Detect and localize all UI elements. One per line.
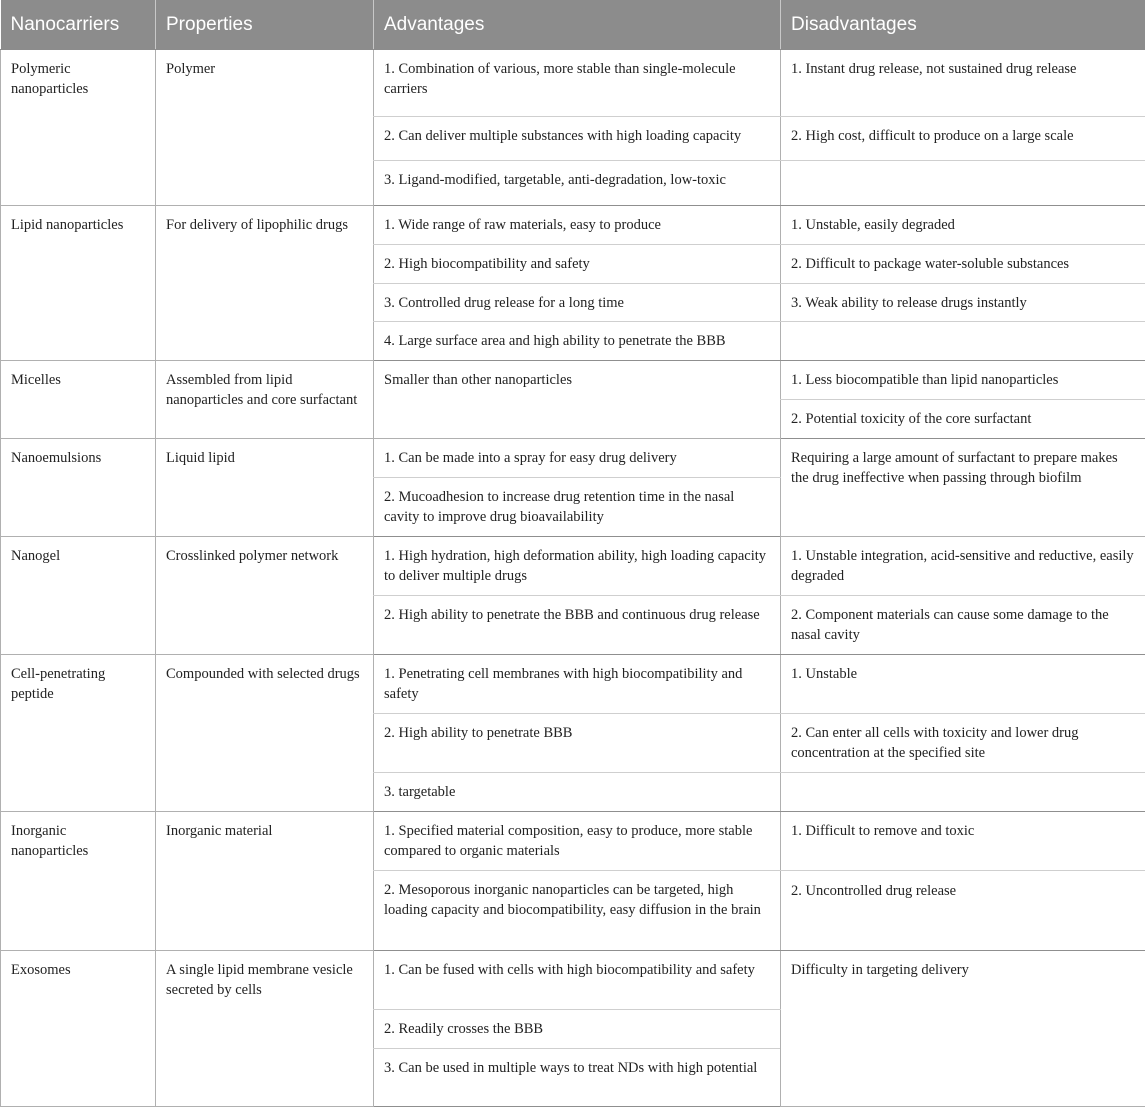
properties-cell: Polymer (156, 50, 374, 206)
disadvantage-cell: 2. Component materials can cause some damage to the nasal cavity (781, 596, 1145, 655)
properties-cell: Assembled from lipid nanoparticles and core surfactant (156, 361, 374, 439)
properties-cell: Inorganic material (156, 812, 374, 951)
disadvantage-cell: 2. Uncontrolled drug release (781, 871, 1145, 951)
advantage-cell: 2. High biocompatibility and safety (374, 245, 781, 284)
table-row (1, 439, 1145, 478)
advantage-cell: 1. Wide range of raw materials, easy to produce (374, 206, 781, 245)
advantage-cell: 2. Mucoadhesion to increase drug retention time in the nasal cavity to improve drug bioavailability (374, 478, 781, 537)
advantage-cell: 2. High ability to penetrate BBB (374, 714, 781, 773)
nanocarrier-cell: Nanogel (1, 537, 156, 655)
nanocarrier-cell: Cell-penetrating peptide (1, 655, 156, 812)
disadvantage-cell: 2. Potential toxicity of the core surfactant (781, 400, 1145, 439)
disadvantage-cell: 2. High cost, difficult to produce on a large scale (781, 116, 1145, 161)
advantage-cell: 1. High hydration, high deformation ability, high loading capacity to deliver multiple drugs (374, 537, 781, 596)
disadvantage-cell-empty (781, 773, 1145, 812)
header-nanocarriers: Nanocarriers (1, 0, 156, 50)
advantage-cell: 4. Large surface area and high ability to penetrate the BBB (374, 322, 781, 361)
header-row (1, 0, 1145, 50)
disadvantage-cell-empty (781, 322, 1145, 361)
properties-cell: Liquid lipid (156, 439, 374, 537)
nanocarrier-cell: Exosomes (1, 951, 156, 1107)
disadvantage-cell-empty (781, 161, 1145, 206)
advantage-cell: 2. Mesoporous inorganic nanoparticles can be targeted, high loading capacity and biocompatibility, easy diffusion in the brain (374, 871, 781, 951)
table-row (1, 206, 1145, 245)
properties-cell: For delivery of lipophilic drugs (156, 206, 374, 361)
advantage-cell: 1. Specified material composition, easy to produce, more stable compared to organic materials (374, 812, 781, 871)
advantage-cell: 1. Can be fused with cells with high biocompatibility and safety (374, 951, 781, 1010)
table-row (1, 537, 1145, 596)
table-row (1, 655, 1145, 714)
properties-cell: Crosslinked polymer network (156, 537, 374, 655)
disadvantage-cell: 1. Unstable, easily degraded (781, 206, 1145, 245)
nanocarrier-cell: Micelles (1, 361, 156, 439)
table-row (1, 812, 1145, 871)
disadvantage-cell: 1. Instant drug release, not sustained drug release (781, 50, 1145, 117)
disadvantage-cell: 2. Difficult to package water-soluble substances (781, 245, 1145, 284)
header-disadvantages: Disadvantages (781, 0, 1145, 50)
advantage-cell: 2. High ability to penetrate the BBB and continuous drug release (374, 596, 781, 655)
header-properties: Properties (156, 0, 374, 50)
disadvantage-cell: 1. Less biocompatible than lipid nanoparticles (781, 361, 1145, 400)
table-row (1, 951, 1145, 1010)
disadvantage-cell: Difficulty in targeting delivery (781, 951, 1145, 1107)
advantage-cell: 3. Ligand-modified, targetable, anti-degradation, low-toxic (374, 161, 781, 206)
disadvantage-cell: 2. Can enter all cells with toxicity and lower drug concentration at the specified site (781, 714, 1145, 773)
table-row (1, 361, 1145, 400)
table-row (1, 50, 1145, 117)
advantage-cell: 1. Penetrating cell membranes with high biocompatibility and safety (374, 655, 781, 714)
nanocarrier-cell: Nanoemulsions (1, 439, 156, 537)
advantage-cell: 3. Controlled drug release for a long time (374, 284, 781, 322)
advantage-cell: 2. Can deliver multiple substances with high loading capacity (374, 116, 781, 161)
nanocarrier-cell: Lipid nanoparticles (1, 206, 156, 361)
properties-cell: Compounded with selected drugs (156, 655, 374, 812)
advantage-cell: 3. Can be used in multiple ways to treat NDs with high potential (374, 1049, 781, 1107)
disadvantage-cell: Requiring a large amount of surfactant to prepare makes the drug ineffective when passing through biofilm (781, 439, 1145, 537)
nanocarrier-cell: Inorganic nanoparticles (1, 812, 156, 951)
disadvantage-cell: 1. Unstable (781, 655, 1145, 714)
disadvantage-cell: 3. Weak ability to release drugs instantly (781, 284, 1145, 322)
disadvantage-cell: 1. Unstable integration, acid-sensitive and reductive, easily degraded (781, 537, 1145, 596)
advantage-cell: 1. Can be made into a spray for easy drug delivery (374, 439, 781, 478)
advantage-cell: 1. Combination of various, more stable than single-molecule carriers (374, 50, 781, 117)
properties-cell: A single lipid membrane vesicle secreted by cells (156, 951, 374, 1107)
advantage-cell: 2. Readily crosses the BBB (374, 1010, 781, 1049)
advantage-cell: 3. targetable (374, 773, 781, 812)
advantage-cell: Smaller than other nanoparticles (374, 361, 781, 439)
disadvantage-cell: 1. Difficult to remove and toxic (781, 812, 1145, 871)
nanocarrier-cell: Polymeric nanoparticles (1, 50, 156, 206)
header-advantages: Advantages (374, 0, 781, 50)
